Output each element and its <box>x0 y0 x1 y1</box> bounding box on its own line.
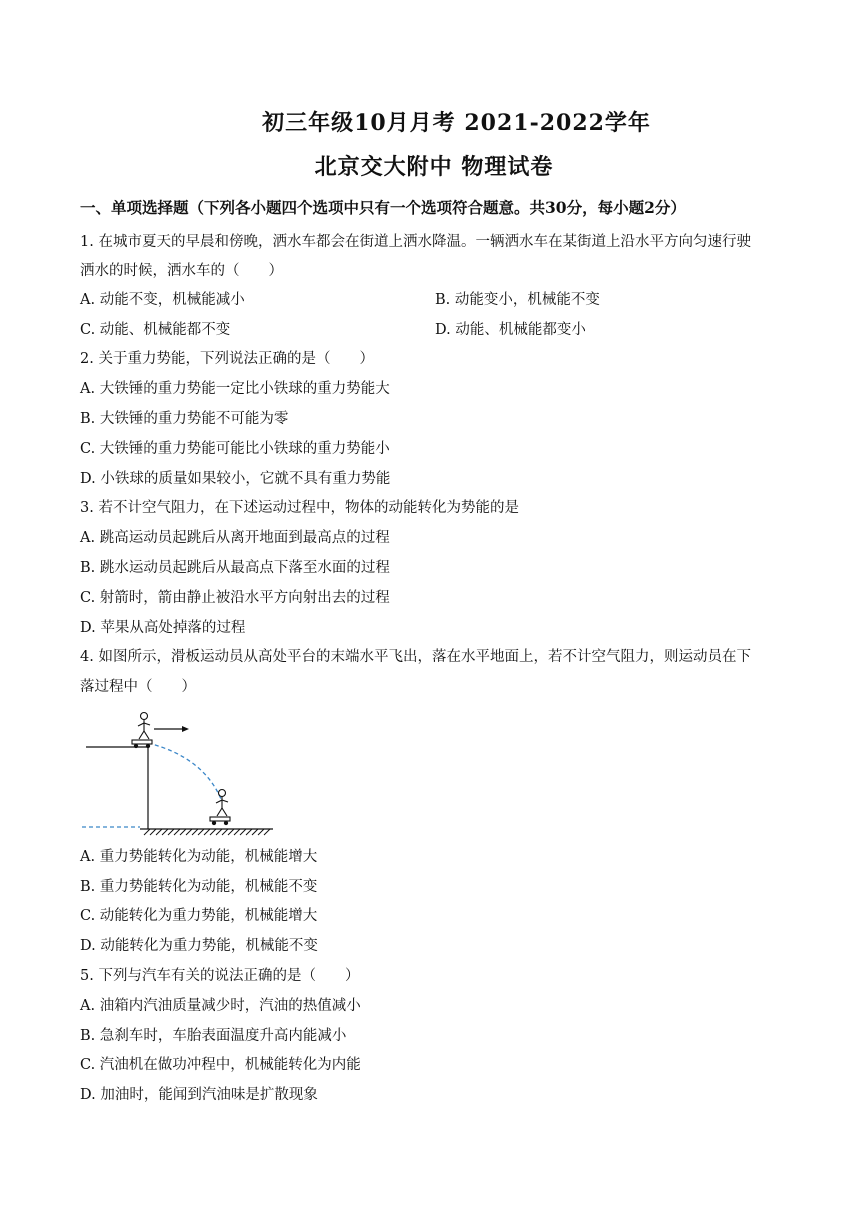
question-3-stem: 3. 若不计空气阻力，在下述运动过程中，物体的动能转化为势能的是 <box>80 500 519 516</box>
question-1-option-c: C. 动能、机械能都不变 <box>80 322 231 338</box>
question-3-option-b: B. 跳水运动员起跳后从最高点下落至水面的过程 <box>80 560 390 576</box>
question-4-option-c: C. 动能转化为重力势能，机械能增大 <box>80 908 318 924</box>
question-4-option-d: D. 动能转化为重力势能，机械能不变 <box>80 938 318 954</box>
question-5-stem: 5. 下列与汽车有关的说法正确的是（ ） <box>80 968 360 984</box>
exam-subtitle: 北京交大附中 物理试卷 <box>314 154 554 180</box>
skateboarder-diagram <box>78 705 278 840</box>
question-4-stem-line2: 落过程中（ ） <box>80 679 196 695</box>
question-2-option-c: C. 大铁锤的重力势能可能比小铁球的重力势能小 <box>80 441 390 457</box>
question-4-stem-line1: 4. 如图所示，滑板运动员从高处平台的末端水平飞出，落在水平地面上，若不计空气阻力，则运动员在下 <box>80 649 751 665</box>
question-5-option-d: D. 加油时，能闻到汽油味是扩散现象 <box>80 1087 318 1103</box>
question-3-option-d: D. 苹果从高处掉落的过程 <box>80 620 246 636</box>
question-1-stem-line2: 洒水的时候，洒水车的（ ） <box>80 263 283 279</box>
section-heading: 一、单项选择题（下列各小题四个选项中只有一个选项符合题意。共30分，每小题2分） <box>80 198 686 217</box>
exam-title: 初三年级10月月考 2021-2022学年 <box>262 110 651 136</box>
question-5-option-a: A. 油箱内汽油质量减少时，汽油的热值减小 <box>80 998 361 1014</box>
skater-bottom-icon <box>210 790 230 825</box>
arrow-head-icon <box>182 726 189 732</box>
trajectory-curve <box>148 743 221 799</box>
question-1-option-d: D. 动能、机械能都变小 <box>435 322 586 338</box>
question-3-option-c: C. 射箭时，箭由静止被沿水平方向射出去的过程 <box>80 590 390 606</box>
question-1-stem-line1: 1. 在城市夏天的早晨和傍晚，洒水车都会在街道上洒水降温。一辆洒水车在某街道上沿水平方向匀速行驶 <box>80 234 751 250</box>
question-4-option-b: B. 重力势能转化为动能，机械能不变 <box>80 879 318 895</box>
skater-top-icon <box>132 713 152 748</box>
question-1-option-b: B. 动能变小，机械能不变 <box>435 292 600 308</box>
question-2-option-d: D. 小铁球的质量如果较小，它就不具有重力势能 <box>80 471 391 487</box>
question-5-option-b: B. 急刹车时，车胎表面温度升高内能减小 <box>80 1028 347 1044</box>
ground-hatching <box>144 829 270 835</box>
question-2-option-a: A. 大铁锤的重力势能一定比小铁球的重力势能大 <box>80 381 390 397</box>
question-5-option-c: C. 汽油机在做功冲程中，机械能转化为内能 <box>80 1057 361 1073</box>
question-4-option-a: A. 重力势能转化为动能，机械能增大 <box>80 849 318 865</box>
question-2-option-b: B. 大铁锤的重力势能不可能为零 <box>80 411 289 427</box>
question-1-option-a: A. 动能不变，机械能减小 <box>80 292 245 308</box>
question-2-stem: 2. 关于重力势能，下列说法正确的是（ ） <box>80 351 374 367</box>
question-3-option-a: A. 跳高运动员起跳后从离开地面到最高点的过程 <box>80 530 390 546</box>
